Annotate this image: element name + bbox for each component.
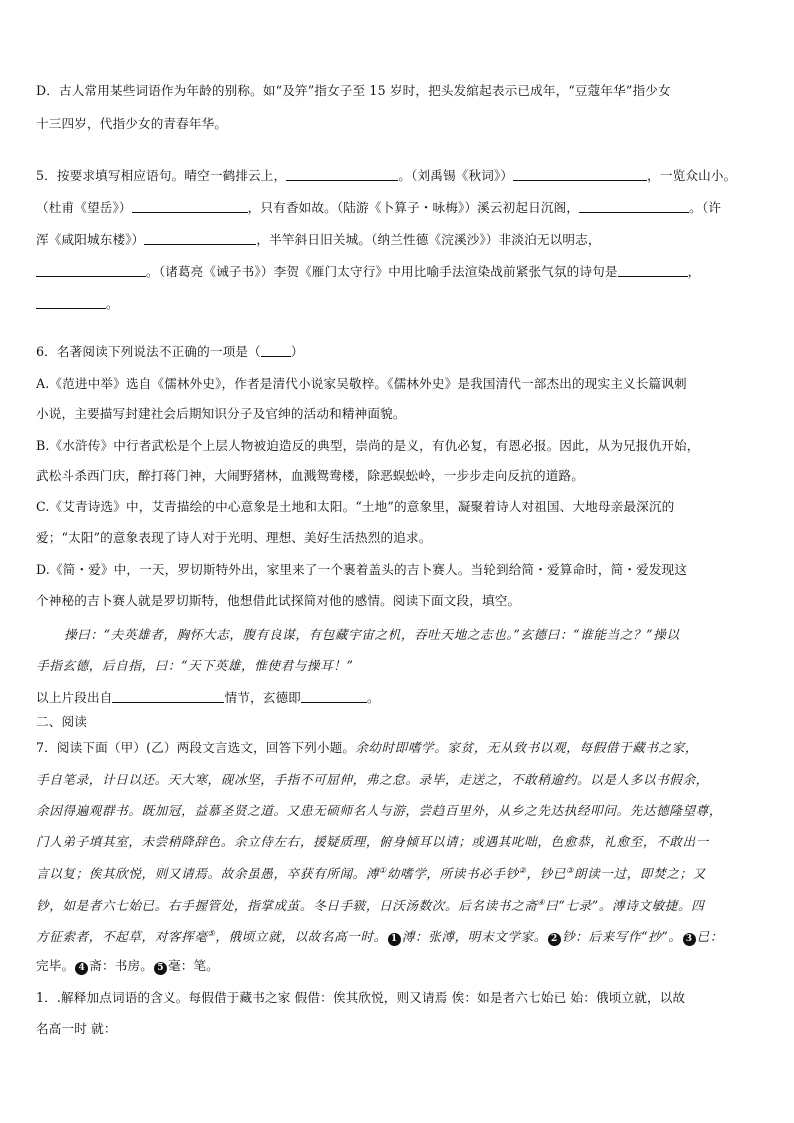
q5-text: 。（刘禹锡《秋词》） [398, 168, 514, 183]
q6-text: 6．名著阅读下列说法不正确的一项是（ [36, 344, 261, 359]
q6-text: ） [290, 344, 304, 359]
q5-text: ，只有香如故。（陆游《卜算子・咏梅》）溪云初起日沉阁， [247, 200, 580, 215]
q7-passage-line-3: 余因得遍观群书。既加冠，益慕圣贤之道。又患无硕师名人与游，尝趋百里外，从乡之先达执经叩问。先达德隆望尊， [36, 803, 723, 818]
q7-passage-text: 幼嗜学，所读书必手钞 [386, 866, 519, 881]
q7-passage-text: 言以复；俟其欣悦，则又请焉。故余虽愚，卒获有所闻。 [36, 866, 366, 881]
q7-passage-text: 朗读一过，即焚之；又 [573, 866, 706, 881]
footnote-mark: ① [379, 865, 387, 875]
q7-line-1 [36, 740, 766, 756]
q5-text: 。（许 [689, 200, 722, 215]
q5-text: 。（诸葛亮《诫子书》）李贺《雁门太守行》中用比喻手法渲染战前紧张气氛的诗句是 [146, 264, 618, 279]
answer-blank[interactable] [36, 264, 146, 277]
note-number-badge: 3 [683, 933, 696, 946]
q5-line-3 [36, 232, 766, 248]
q5-line-5 [36, 296, 766, 312]
answer-blank[interactable] [112, 690, 224, 703]
note-number-badge: 1 [388, 933, 401, 946]
q5-text: ， [687, 264, 701, 279]
answer-blank[interactable] [513, 168, 647, 181]
q7-passage-text: 余幼时即嗜学。家贫，无从致书以观，每假借于藏书之家， [355, 740, 699, 755]
note-number-badge: 4 [75, 962, 88, 975]
q6-quote-line-2: 手指玄德，后自指，曰：“天下英雄，惟使君与操耳！” [36, 658, 354, 673]
q5-line-1 [36, 168, 766, 184]
q5-text: ，一览众山小。 [647, 168, 737, 183]
footnote-text: 已： [696, 929, 724, 944]
q6-text: 。 [366, 690, 380, 705]
q6-fill-line [36, 690, 766, 706]
q7-passage-line-2: 手自笔录，计日以还。天大寒，砚冰坚，手指不可屈伸，弗之怠。录毕，走送之，不敢稍逾约。以是人多以书假余， [36, 772, 709, 787]
q5-text: 5．按要求填写相应语句。晴空一鹤排云上， [36, 168, 287, 183]
q5-line-4 [36, 264, 766, 280]
q6-text: 情节，玄德即 [224, 690, 301, 705]
footnote-text: 溥：张溥，明末文学家。 [401, 929, 547, 944]
item-d-line-1: D．古人常用某些词语作为年龄的别称。如“及笄”指女子至 15 岁时，把头发綰起表示已成年，“豆蔻年华”指少女 [36, 83, 671, 98]
q6-option-c-line-2: 爱；“太阳”的意象表现了诗人对于光明、理想、美好生活热烈的追求。 [36, 530, 432, 545]
q6-option-b-line-1: B.《水浒传》中行者武松是个上层人物被迫造反的典型，崇尚的是义，有仇必复，有恩必报。因此，从为兄报仇开始， [36, 438, 700, 453]
q5-text: 。 [106, 296, 119, 311]
answer-blank[interactable] [144, 232, 256, 245]
answer-blank[interactable] [579, 200, 689, 213]
footnote-text: 完毕。 [36, 958, 75, 973]
q5-line-2 [36, 200, 766, 216]
q7-passage-line-4: 门人弟子填其室，未尝稍降辞色。余立侍左右，援疑质理，俯身倾耳以请；或遇其叱咄，色愈恭，礼愈至，不敢出一 [36, 834, 709, 849]
q7-passage-line-6 [36, 898, 766, 914]
q7-notes-line [36, 958, 766, 975]
q6-option-d-line-2: 个神秘的吉卜赛人就是罗切斯特，他想借此试探简对他的感情。阅读下面文段，填空。 [36, 593, 521, 608]
answer-blank[interactable] [132, 200, 248, 213]
q7-passage-line-5 [36, 866, 766, 882]
q7-passage-text: ，俄顷立就，以故名高一时。 [215, 929, 387, 944]
item-d-line-2: 十三四岁，代指少女的青春年华。 [36, 116, 228, 131]
q6-quote-line-1: 操曰：“夫英雄者，胸怀大志，腹有良谋，有包藏宇宙之机，吞吐天地之志也。”玄德曰：“谁能当之？”操以 [64, 627, 680, 642]
footnote-mark: ④ [537, 897, 546, 907]
q7-passage-line-7 [36, 929, 766, 946]
q7-passage-text: 钞，如是者六七始已。右手握管处，指掌成茧。冬日手皲，日沃汤数次。后名读书之斋 [36, 898, 538, 913]
q6-stem [36, 344, 766, 360]
answer-blank[interactable] [286, 168, 398, 181]
q6-option-a-line-2: 小说，主要描写封建社会后期知识分子及官绅的活动和精神面貌。 [36, 406, 406, 421]
answer-blank[interactable] [261, 344, 291, 357]
q6-option-c-line-1: C.《艾青诗选》中，艾青描绘的中心意象是土地和太阳。“土地”的意象里，凝聚着诗人对祖国、大地母亲最深沉的 [36, 499, 675, 514]
q7-passage-text: 曰“七录”。溥诗文敏捷。四 [545, 898, 705, 913]
q5-text: （杜甫《望岳》） [36, 200, 132, 215]
q5-text: 浑《咸阳城东楼》） [36, 232, 145, 247]
footnote-text: 钞：后来写作“抄”。 [561, 929, 682, 944]
answer-blank[interactable] [301, 690, 367, 703]
q7-passage-text: 溥 [365, 866, 380, 881]
answer-blank[interactable] [36, 296, 106, 309]
q6-option-a-line-1: A.《范进中举》选自《儒林外史》，作者是清代小说家吴敬梓。《儒林外史》是我国清代一部杰出的现实主义长篇讽刺 [36, 376, 687, 391]
q7-passage-text: ，钞已 [526, 866, 567, 881]
q6-option-b-line-2: 武松斗杀西门庆，醉打蒋门神，大闹野猪林，血溅鸳鸯楼，除恶蜈蚣岭，一步步走向反抗的道路。 [36, 468, 584, 483]
sub-question-1-line-2: 名高一时 就： [36, 1021, 117, 1036]
footnote-mark: ② [518, 865, 527, 875]
q7-stem: 7．阅读下面（甲）(乙）两段文言选文，回答下列小题。 [36, 740, 356, 755]
sub-question-1-line-1: 1．.解释加点词语的含义。每假借于藏书之家 假借：俟其欣悦，则又请焉 俟：如是者六七始已 始：俄顷立就，以故 [36, 990, 686, 1005]
footnote-text: 斋：书房。 [89, 958, 153, 973]
q7-passage-text: 方征索者，不起草，对客挥毫 [36, 929, 208, 944]
note-number-badge: 5 [154, 962, 167, 975]
q6-text: 以上片段出自 [36, 690, 113, 705]
q6-option-d-line-1: D.《简・爱》中，一天，罗切斯特外出，家里来了一个裹着盖头的吉卜赛人。当轮到给简・爱算命时，简・爱发现这 [36, 562, 688, 577]
q5-text: ，半竿斜日旧关城。（纳兰性德《浣溪沙》）非淡泊无以明志， [256, 232, 601, 247]
note-number-badge: 2 [548, 933, 561, 946]
footnote-mark: ⑤ [207, 928, 216, 938]
section-heading: 二、阅读 [36, 714, 87, 729]
footnote-mark: ③ [566, 865, 574, 875]
footnote-text: 毫：笔。 [167, 958, 219, 973]
answer-blank[interactable] [618, 264, 688, 277]
